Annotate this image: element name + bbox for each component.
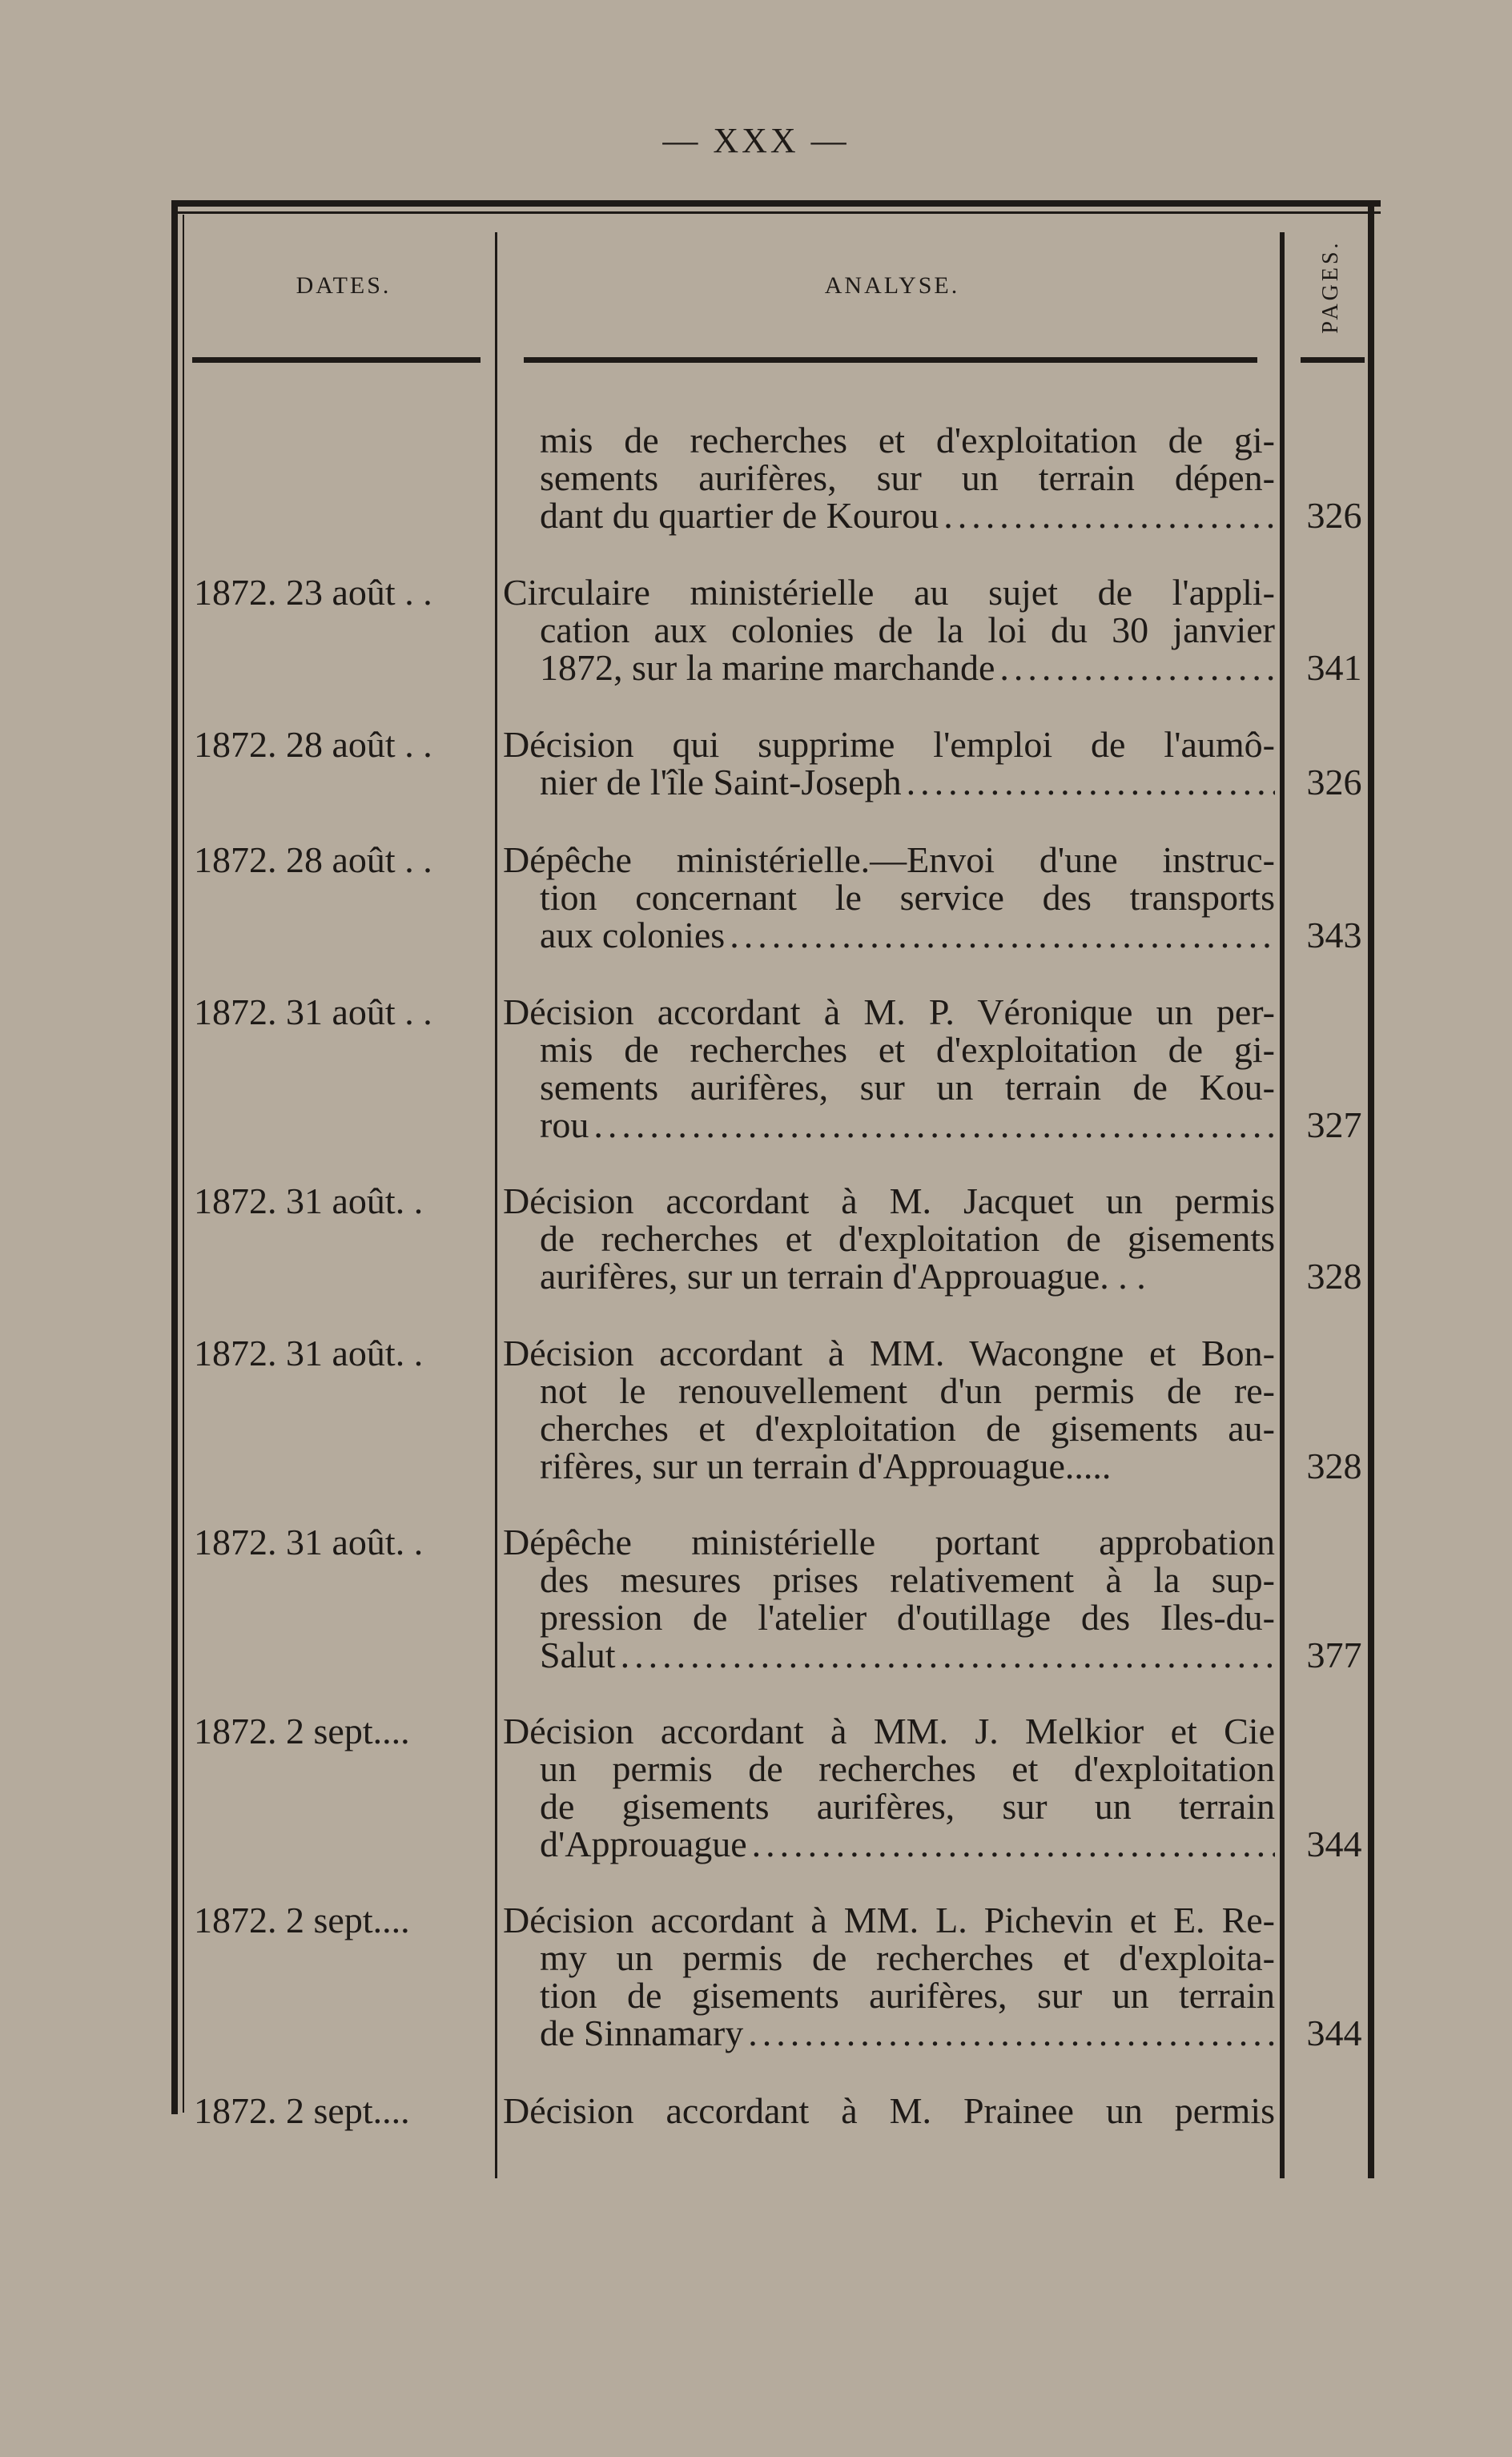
dot-leader (943, 497, 1275, 534)
entry-date: 1872. 31 août. . (194, 1522, 424, 1562)
entry-date: 1872. 2 sept.... (194, 1900, 410, 1940)
entry-analysis (503, 2092, 1275, 2129)
analysis-line-final: dant du quartier de Kourou ..... (503, 497, 1275, 534)
entry-date: 1872. 2 sept.... (194, 2090, 410, 2131)
entry-page-number: 328 (1306, 1446, 1362, 1486)
analysis-line: de recherches et d'exploitation de gisements (540, 1218, 1275, 1259)
header-underline-analyse (524, 357, 1257, 363)
analysis-line-final: aurifères, sur un terrain d'Approuague. . . (540, 1256, 1146, 1297)
analysis-line: Décision accordant à M. P. Véronique un per- (503, 991, 1275, 1032)
analysis-line-final: d'Approuague ..... (503, 1825, 1275, 1863)
entry-analysis (503, 1334, 1275, 1485)
entry-analysis (503, 841, 1275, 954)
analysis-line: pression de l'atelier d'outillage des Iles-du- (540, 1597, 1275, 1638)
dot-leader (999, 649, 1275, 686)
analysis-line: des mesures prises relativement à la sup- (540, 1559, 1275, 1600)
entry-date: 1872. 31 août. . (194, 1180, 424, 1221)
analysis-line: Décision qui supprime l'emploi de l'aumô- (503, 724, 1275, 765)
analysis-line: Dépêche ministérielle.—Envoi d'une instruc- (503, 839, 1275, 880)
column-divider-pages (1280, 232, 1285, 2178)
analysis-line: cation aux colonies de la loi du 30 janvier (540, 609, 1275, 650)
analysis-line: Décision accordant à MM. L. Pichevin et E. Re- (503, 1900, 1275, 1940)
analysis-line: tion concernant le service des transports (540, 877, 1275, 918)
index-table (171, 200, 1381, 2178)
entry-page-number: 326 (1306, 762, 1362, 802)
dot-leader (752, 1825, 1275, 1863)
header-analyse: ANALYSE. (824, 272, 960, 299)
analysis-line: mis de recherches et d'exploitation de gi- (540, 1029, 1275, 1070)
analysis-line: Circulaire ministérielle au sujet de l'appli- (503, 572, 1275, 613)
header-underline-dates (192, 357, 481, 363)
entry-date: 1872. 2 sept.... (194, 1711, 410, 1751)
dot-leader (907, 763, 1275, 801)
entry-page-number: 326 (1306, 495, 1362, 536)
entry-analysis (503, 1523, 1275, 1674)
entry-analysis (503, 726, 1275, 801)
left-border-thin (183, 215, 184, 2113)
analysis-line: cherches et d'exploitation de gisements au- (540, 1408, 1275, 1449)
entry-date: 1872. 31 août. . (194, 1333, 424, 1373)
page-number: — XXX — (662, 121, 850, 160)
analysis-line: sements aurifères, sur un terrain dépen- (540, 457, 1275, 498)
entry-analysis (503, 573, 1275, 686)
dot-leader (748, 2014, 1275, 2052)
analysis-line: de gisements aurifères, sur un terrain (540, 1786, 1275, 1827)
analysis-line: Dépêche ministérielle portant approbation (503, 1522, 1275, 1562)
entry-analysis (503, 1901, 1275, 2052)
entry-page-number: 328 (1306, 1256, 1362, 1297)
analysis-line: Décision accordant à M. Jacquet un permis (503, 1180, 1275, 1221)
analysis-line: Décision accordant à M. Prainee un permis (503, 2090, 1275, 2131)
entry-analysis (503, 1712, 1275, 1863)
entry-page-number: 344 (1306, 2013, 1362, 2053)
analysis-line: Décision accordant à MM. Wacongne et Bon- (503, 1333, 1275, 1373)
dot-leader (593, 1106, 1275, 1144)
entry-page-number: 327 (1306, 1104, 1362, 1145)
header-underline-pages (1301, 357, 1365, 363)
analysis-line-final: de Sinnamary ..... (503, 2014, 1275, 2052)
analysis-line: my un permis de recherches et d'exploita- (540, 1937, 1275, 1978)
entry-analysis (503, 421, 1275, 534)
analysis-line: Décision accordant à MM. J. Melkior et Cie (503, 1711, 1275, 1751)
analysis-line: tion de gisements aurifères, sur un terrain (540, 1975, 1275, 2016)
analysis-line-final: aux colonies ..... (503, 916, 1275, 954)
entry-analysis (503, 993, 1275, 1144)
analysis-line: mis de recherches et d'exploitation de gi- (540, 420, 1275, 460)
entry-date: 1872. 28 août . . (194, 839, 432, 880)
entry-page-number: 344 (1306, 1824, 1362, 1864)
dot-leader (730, 916, 1275, 954)
analysis-line-final: Salut ..... (503, 1636, 1275, 1674)
analysis-line-final: rou ..... (503, 1106, 1275, 1144)
entry-date: 1872. 23 août . . (194, 572, 432, 613)
entry-page-number: 377 (1306, 1635, 1362, 1675)
top-rule-thin (171, 211, 1381, 214)
entry-analysis (503, 1182, 1275, 1295)
entry-page-number: 343 (1306, 915, 1362, 955)
analysis-line-final: nier de l'île Saint-Joseph ..... (503, 763, 1275, 801)
left-border (171, 200, 178, 2114)
analysis-line: not le renouvellement d'un permis de re- (540, 1370, 1275, 1411)
top-rule (171, 200, 1381, 207)
header-pages: PAGES. (1318, 239, 1343, 334)
analysis-line-final: rifères, sur un terrain d'Approuague..... (540, 1446, 1112, 1486)
entry-page-number: 341 (1306, 647, 1362, 688)
entry-date: 1872. 28 août . . (194, 724, 432, 765)
analysis-line: sements aurifères, sur un terrain de Kou- (540, 1067, 1275, 1108)
dot-leader (621, 1636, 1275, 1674)
analysis-line: un permis de recherches et d'exploitation (540, 1748, 1275, 1789)
header-dates: DATES. (296, 272, 392, 299)
analysis-line-final: 1872, sur la marine marchande ..... (503, 649, 1275, 686)
entry-date: 1872. 31 août . . (194, 991, 432, 1032)
